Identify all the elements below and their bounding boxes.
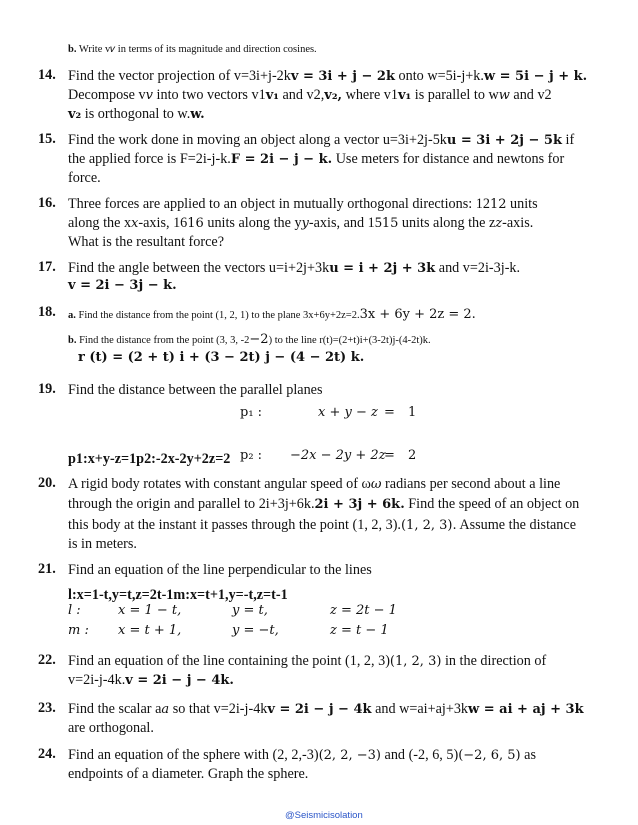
text: Find the distance from the point (3, 3, -2 [79,335,250,346]
problem-number-20: 20. [38,475,56,491]
text: Use meters for distance and newtons for [332,151,565,167]
item-13b [68,41,317,59]
math: v₁ [398,88,412,103]
problem-22-line-2 [68,671,234,690]
problem-18a [68,306,476,325]
problem-16-line-1 [68,195,538,214]
math: u = i + 2j + 3k [329,261,436,276]
problem-20-line-2 [68,495,579,514]
math: 3x + 6y + 2z = 2. [359,307,476,322]
line-m-z: z = t − 1 [330,623,389,638]
problem-20-line-3 [68,516,576,535]
math: a [161,702,170,717]
math: w = ai + aj + 3k [468,702,584,717]
problem-22-line-1 [68,652,546,671]
text: radians per second about a line [381,476,561,492]
problem-number-14: 14. [38,67,56,83]
math: −2 [249,332,269,347]
math: r (t) = (2 + t) i + (3 − 2t) j − (4 − 2t) k. [78,350,365,365]
plane-p2-name: p₂ : [240,448,263,463]
problem-number-18: 18. [38,304,56,320]
text: and (-2, 6, 5) [380,747,459,763]
math: z [495,216,503,231]
text: so that v=2i-j-4k [169,701,268,717]
text: Find an equation of the line containing the point (1, 2, 3) [68,653,390,669]
problem-19-line-1: Find the distance between the parallel planes [68,382,323,398]
math: ω [370,477,382,492]
math: (1, 2, 3) [389,654,442,669]
plane-p2-eq: = [384,448,395,463]
problem-14-line-1 [68,67,587,86]
math: v₂, [324,88,343,103]
text: Find the speed of an object on [404,496,580,512]
text: the applied force is F=2i-j-k. [68,151,231,167]
text: through the origin and parallel to 2i+3j+6k. [68,496,315,512]
text: along the x [68,215,132,231]
math: 15 [381,216,399,231]
text: where v1 [342,87,398,103]
problem-14-line-2 [68,86,552,105]
text: as [520,747,536,763]
text: is parallel to w [411,87,499,103]
text: units [506,196,538,212]
text: and v2, [278,87,325,103]
text: into two vectors v1 [152,87,266,103]
problem-23-line-1 [68,700,584,719]
text: onto w=5i-j+k. [395,68,484,84]
text: Decompose v [68,87,146,103]
math: w [498,88,510,103]
text: this body at the instant it passes through the point (1, 2, 3). [68,517,401,533]
math: u = 3i + 2j − 5k [446,133,562,148]
math: 12 [489,197,507,212]
problem-number-23: 23. [38,700,56,716]
math: 2i + 3j + 6k. [314,497,405,512]
problem-number-22: 22. [38,652,56,668]
line-l-y: y = t, [232,603,268,618]
text: A rigid body rotates with constant angular speed of ω [68,476,371,492]
math: v = 2i − j − 4k [267,702,372,717]
text: units along the y [203,215,302,231]
math: w = 5i − j + k. [483,69,588,84]
watermark: @Seismicisolation [285,810,363,821]
math: v = 3i + j − 2k [290,69,395,84]
math: F = 2i − j − k. [230,152,333,167]
line-l-name: l : [68,603,81,618]
math: (−2, 6, 5) [458,748,521,763]
item-label: b. [68,335,77,346]
plane-p2-lhs: −2x − 2y + 2z [290,448,386,463]
problem-23-line-2: are orthogonal. [68,720,154,736]
plane-p1-rhs: 1 [408,405,417,420]
problem-number-19: 19. [38,381,56,397]
text: Find an equation of the sphere with (2, 2,-3) [68,747,319,763]
problem-15-line-1 [68,131,574,150]
math: (2, 2, −3) [318,748,381,763]
text: Find the work done in moving an object along a vector u=3i+2j-5k [68,132,447,148]
item-label: b. [68,44,77,55]
text: Assume the distance [456,517,576,533]
text: Find the angle between the vectors u=i+2j+3k [68,260,330,276]
problem-24-line-1 [68,746,536,765]
problem-number-17: 17. [38,259,56,275]
problem-number-21: 21. [38,561,56,577]
problem-20-line-4: is in meters. [68,536,137,552]
math: w. [190,107,205,122]
problem-19-inline-text: p1:x+y-z=1p2:-2x-2y+2z=2 [68,451,231,467]
plane-p2-rhs: 2 [408,448,417,463]
math: v₁ [265,88,279,103]
problem-20-line-1 [68,475,560,494]
text: is orthogonal to w. [81,106,191,122]
plane-p1-lhs: x + y − z [318,405,378,420]
problem-18b-line-eq [78,348,364,367]
line-l-z: z = 2t − 1 [330,603,397,618]
text: if [561,132,575,148]
text: -axis, 16 [138,215,188,231]
math: (1, 2, 3). [400,518,457,533]
math: v₂ [68,107,82,122]
text: and v2 [509,87,552,103]
problem-14-line-3 [68,105,205,124]
math: v [145,88,153,103]
math: x [131,216,139,231]
math: v = 2i − 3j − k. [68,278,177,293]
line-m-x: x = t + 1, [118,623,182,638]
math: y [301,216,309,231]
problem-21-inline-text: l:x=1-t,y=t,z=2t-1m:x=t+1,y=-t,z=t-1 [68,587,288,603]
text: Find the scalar a [68,701,162,717]
problem-21-line-1: Find an equation of the line perpendicular to the lines [68,562,372,578]
problem-24-line-2: endpoints of a diameter. Graph the sphere. [68,766,309,782]
text: -axis, and 15 [308,215,382,231]
text: -axis. [502,215,534,231]
text: ) to the line r(t)=(2+t)i+(3-2t)j-(4-2t)k. [268,335,431,346]
line-l-x: x = 1 − t, [118,603,182,618]
text: Three forces are applied to an object in mutually orthogonal directions: 12 [68,196,490,212]
plane-p1-eq: = [384,405,395,420]
problem-number-15: 15. [38,131,56,147]
problem-16-line-2 [68,214,533,233]
problem-15-line-2 [68,150,564,169]
problem-number-16: 16. [38,195,56,211]
line-m-name: m : [68,623,89,638]
text: Find the vector projection of v=3i+j-2k [68,68,291,84]
problem-16-line-3: What is the resultant force? [68,234,224,250]
text: and v=2i-3j-k. [435,260,521,276]
problem-17-line-2 [68,276,177,295]
math: 16 [187,216,204,231]
text: in the direction of [441,653,547,669]
text: Find the distance from the point (1, 2, 1) to the plane 3x+6y+2z=2. [78,310,360,321]
problem-number-24: 24. [38,746,56,762]
item-text: Write v𝑣 in terms of its magnitude and direction cosines. [78,44,317,55]
plane-p1-name: p₁ : [240,405,263,420]
text: and w=ai+aj+3k [371,701,469,717]
problem-15-line-3: force. [68,170,101,186]
math: v = 2i − j − 4k. [125,673,234,688]
line-m-y: y = −t, [232,623,279,638]
item-label: a. [68,310,76,321]
text: units along the z [398,215,496,231]
text: v=2i-j-4k. [68,672,126,688]
